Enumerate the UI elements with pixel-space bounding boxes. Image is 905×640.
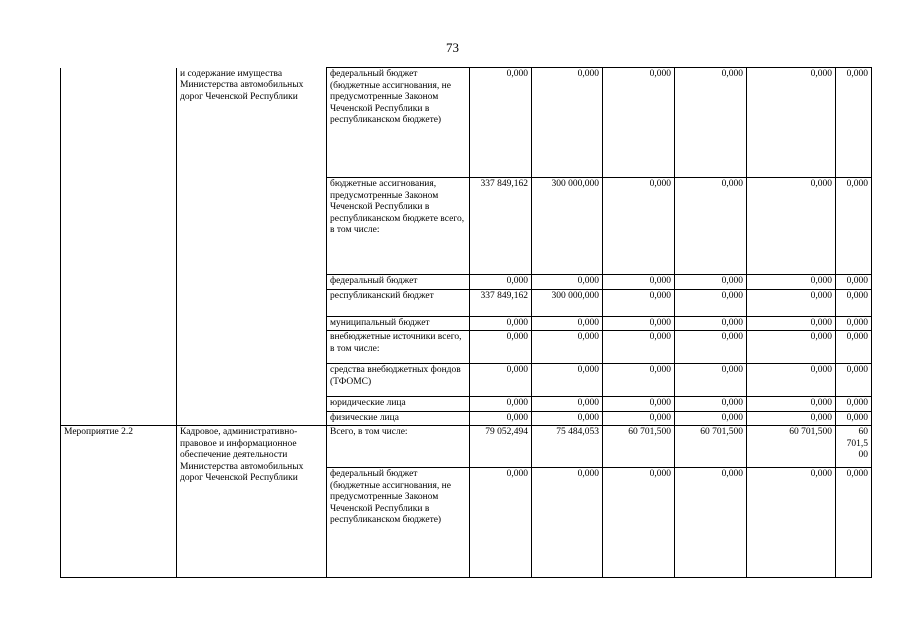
value-cell: 0,000 (470, 68, 532, 178)
page-number: 73 (446, 40, 459, 55)
value-cell: 0,000 (603, 316, 675, 331)
source-cell: бюджетные ассигнования, предусмотренные Законом Чеченской Республики в республиканском бюджете всего, в том числе: (327, 178, 470, 275)
source-cell: Всего, в том числе: (327, 426, 470, 468)
table-row (61, 426, 872, 468)
source-cell: муниципальный бюджет (327, 316, 470, 331)
value-cell: 0,000 (836, 364, 872, 397)
value-cell: 0,000 (470, 411, 532, 426)
value-cell: 0,000 (532, 331, 603, 364)
value-cell: 0,000 (603, 397, 675, 412)
value-cell: 0,000 (747, 331, 836, 364)
value-cell: 0,000 (603, 468, 675, 578)
value-cell: 0,000 (470, 316, 532, 331)
value-cell: 0,000 (603, 364, 675, 397)
event-cell: Мероприятие 2.2 (61, 426, 177, 578)
value-cell: 0,000 (747, 397, 836, 412)
value-cell: 0,000 (603, 331, 675, 364)
source-cell: средства внебюджетных фондов (ТФОМС) (327, 364, 470, 397)
value-cell: 0,000 (603, 68, 675, 178)
source-cell: физические лица (327, 411, 470, 426)
source-cell: федеральный бюджет (бюджетные ассигнования, не предусмотренные Законом Чеченской Республики в республиканском бюджете) (327, 68, 470, 178)
value-cell: 60 701,500 (747, 426, 836, 468)
value-cell: 0,000 (675, 178, 747, 275)
value-cell: 0,000 (675, 364, 747, 397)
value-cell: 0,000 (675, 275, 747, 290)
value-cell: 0,000 (836, 468, 872, 578)
value-cell: 75 484,053 (532, 426, 603, 468)
value-cell: 0,000 (836, 316, 872, 331)
value-cell: 79 052,494 (470, 426, 532, 468)
value-cell: 0,000 (603, 178, 675, 275)
description-cell: и содержание имущества Министерства автомобильных дорог Чеченской Республики (177, 68, 327, 426)
value-cell: 0,000 (836, 397, 872, 412)
value-cell: 0,000 (470, 364, 532, 397)
value-cell: 0,000 (747, 275, 836, 290)
budget-table (60, 67, 872, 578)
value-cell: 0,000 (836, 275, 872, 290)
table-row (61, 68, 872, 178)
value-cell: 337 849,162 (470, 178, 532, 275)
value-cell: 0,000 (675, 468, 747, 578)
value-cell: 0,000 (675, 411, 747, 426)
value-cell: 60 701,5 00 (836, 426, 872, 468)
source-cell: федеральный бюджет (327, 275, 470, 290)
source-cell: юридические лица (327, 397, 470, 412)
value-cell: 300 000,000 (532, 289, 603, 316)
value-cell: 337 849,162 (470, 289, 532, 316)
value-cell: 0,000 (836, 331, 872, 364)
value-cell: 0,000 (836, 178, 872, 275)
source-cell: республиканский бюджет (327, 289, 470, 316)
value-cell: 0,000 (747, 411, 836, 426)
value-cell: 0,000 (470, 468, 532, 578)
value-cell: 0,000 (747, 289, 836, 316)
value-cell: 0,000 (747, 364, 836, 397)
value-cell: 0,000 (470, 331, 532, 364)
value-cell: 0,000 (675, 68, 747, 178)
value-cell: 0,000 (603, 289, 675, 316)
value-cell: 0,000 (836, 289, 872, 316)
value-cell: 0,000 (532, 364, 603, 397)
value-cell: 0,000 (747, 316, 836, 331)
source-cell: федеральный бюджет (бюджетные ассигнования, не предусмотренные Законом Чеченской Республики в республиканском бюджете) (327, 468, 470, 578)
value-cell: 0,000 (603, 411, 675, 426)
value-cell: 0,000 (532, 411, 603, 426)
value-cell: 0,000 (532, 468, 603, 578)
description-cell: Кадровое, административно-правовое и информационное обеспечение деятельности Министерства автомобильных дорог Чеченской Республики (177, 426, 327, 578)
value-cell: 300 000,000 (532, 178, 603, 275)
value-cell: 0,000 (675, 289, 747, 316)
value-cell: 0,000 (470, 397, 532, 412)
value-cell: 0,000 (675, 331, 747, 364)
value-cell: 0,000 (747, 468, 836, 578)
value-cell: 0,000 (603, 275, 675, 290)
value-cell: 0,000 (532, 397, 603, 412)
value-cell: 0,000 (532, 68, 603, 178)
value-cell: 60 701,500 (675, 426, 747, 468)
value-cell: 60 701,500 (603, 426, 675, 468)
value-cell: 0,000 (747, 178, 836, 275)
value-cell: 0,000 (675, 316, 747, 331)
value-cell: 0,000 (747, 68, 836, 178)
value-cell: 0,000 (532, 275, 603, 290)
source-cell: внебюджетные источники всего, в том числе: (327, 331, 470, 364)
value-cell: 0,000 (836, 68, 872, 178)
value-cell: 0,000 (470, 275, 532, 290)
value-cell: 0,000 (836, 411, 872, 426)
event-cell (61, 68, 177, 426)
value-cell: 0,000 (532, 316, 603, 331)
value-cell: 0,000 (675, 397, 747, 412)
